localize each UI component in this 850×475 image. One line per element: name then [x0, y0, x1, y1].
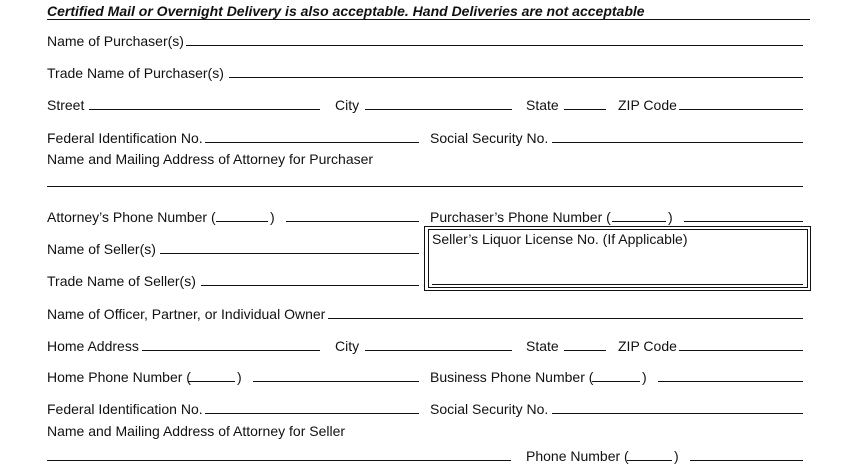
purchaser-city-label: City — [335, 97, 360, 113]
purchaser-fein-label: Federal Identification No. — [47, 130, 203, 146]
seller-officer-field[interactable] — [328, 318, 803, 319]
seller-business-phone-field[interactable] — [658, 381, 803, 382]
seller-state-field[interactable] — [564, 350, 606, 351]
purchaser-phone-paren: ) — [668, 209, 673, 225]
purchaser-trade-name-label: Trade Name of Purchaser(s) — [47, 65, 224, 81]
seller-trade-name-label: Trade Name of Seller(s) — [47, 273, 196, 289]
purchaser-zip-label: ZIP Code — [618, 97, 677, 113]
seller-fein-label: Federal Identification No. — [47, 401, 203, 417]
purchaser-fein-field[interactable] — [205, 142, 419, 143]
liquor-license-label: Seller’s Liquor License No. (If Applicable) — [432, 231, 688, 247]
purchaser-street-label: Street — [47, 97, 85, 113]
seller-city-field[interactable] — [365, 350, 512, 351]
purchaser-zip-field[interactable] — [679, 109, 803, 110]
attorney-phone-paren: ) — [270, 209, 275, 225]
seller-ssn-field[interactable] — [552, 413, 803, 414]
purchaser-phone-area-field[interactable] — [612, 221, 666, 222]
header-rule — [47, 19, 810, 20]
purchaser-ssn-label: Social Security No. — [430, 130, 549, 146]
seller-business-phone-paren: ) — [642, 369, 647, 385]
seller-business-phone-area-field[interactable] — [592, 381, 640, 382]
seller-attorney-phone-area-field[interactable] — [627, 460, 672, 461]
purchaser-name-field[interactable] — [186, 45, 803, 46]
seller-home-phone-field[interactable] — [253, 381, 419, 382]
seller-name-label: Name of Seller(s) — [47, 241, 156, 257]
seller-attorney-phone-label: Phone Number ( — [526, 448, 629, 464]
purchaser-state-field[interactable] — [564, 109, 606, 110]
purchaser-phone-label: Purchaser’s Phone Number ( — [430, 209, 611, 225]
purchaser-state-label: State — [526, 97, 559, 113]
purchaser-city-field[interactable] — [365, 109, 512, 110]
attorney-phone-area-field[interactable] — [216, 221, 268, 222]
seller-business-phone-label: Business Phone Number ( — [430, 369, 594, 385]
seller-state-label: State — [526, 338, 559, 354]
purchaser-name-label: Name of Purchaser(s) — [47, 33, 184, 49]
seller-name-field[interactable] — [160, 253, 419, 254]
attorney-phone-field[interactable] — [286, 221, 419, 222]
seller-home-phone-area-field[interactable] — [188, 381, 235, 382]
seller-attorney-label: Name and Mailing Address of Attorney for Seller — [47, 423, 346, 439]
purchaser-phone-field[interactable] — [684, 221, 803, 222]
purchaser-attorney-field[interactable] — [47, 186, 803, 187]
attorney-phone-label: Attorney’s Phone Number ( — [47, 209, 216, 225]
seller-ssn-label: Social Security No. — [430, 401, 549, 417]
seller-home-address-label: Home Address — [47, 338, 139, 354]
seller-officer-label: Name of Officer, Partner, or Individual Owner — [47, 306, 326, 322]
seller-home-address-field[interactable] — [142, 350, 320, 351]
seller-attorney-phone-paren: ) — [674, 448, 679, 464]
seller-attorney-field[interactable] — [47, 460, 511, 461]
purchaser-ssn-field[interactable] — [552, 142, 803, 143]
purchaser-attorney-label: Name and Mailing Address of Attorney for Purchaser — [47, 151, 374, 167]
seller-city-label: City — [335, 338, 360, 354]
liquor-license-field[interactable] — [432, 284, 803, 285]
seller-attorney-phone-field[interactable] — [690, 460, 803, 461]
purchaser-street-field[interactable] — [89, 109, 320, 110]
seller-zip-label: ZIP Code — [618, 338, 677, 354]
seller-trade-name-field[interactable] — [201, 285, 419, 286]
seller-zip-field[interactable] — [679, 350, 803, 351]
seller-home-phone-paren: ) — [237, 369, 242, 385]
delivery-notice: Certified Mail or Overnight Delivery is also acceptable. Hand Deliveries are not acceptable — [47, 3, 645, 19]
seller-fein-field[interactable] — [205, 413, 419, 414]
purchaser-trade-name-field[interactable] — [229, 77, 803, 78]
seller-home-phone-label: Home Phone Number ( — [47, 369, 191, 385]
